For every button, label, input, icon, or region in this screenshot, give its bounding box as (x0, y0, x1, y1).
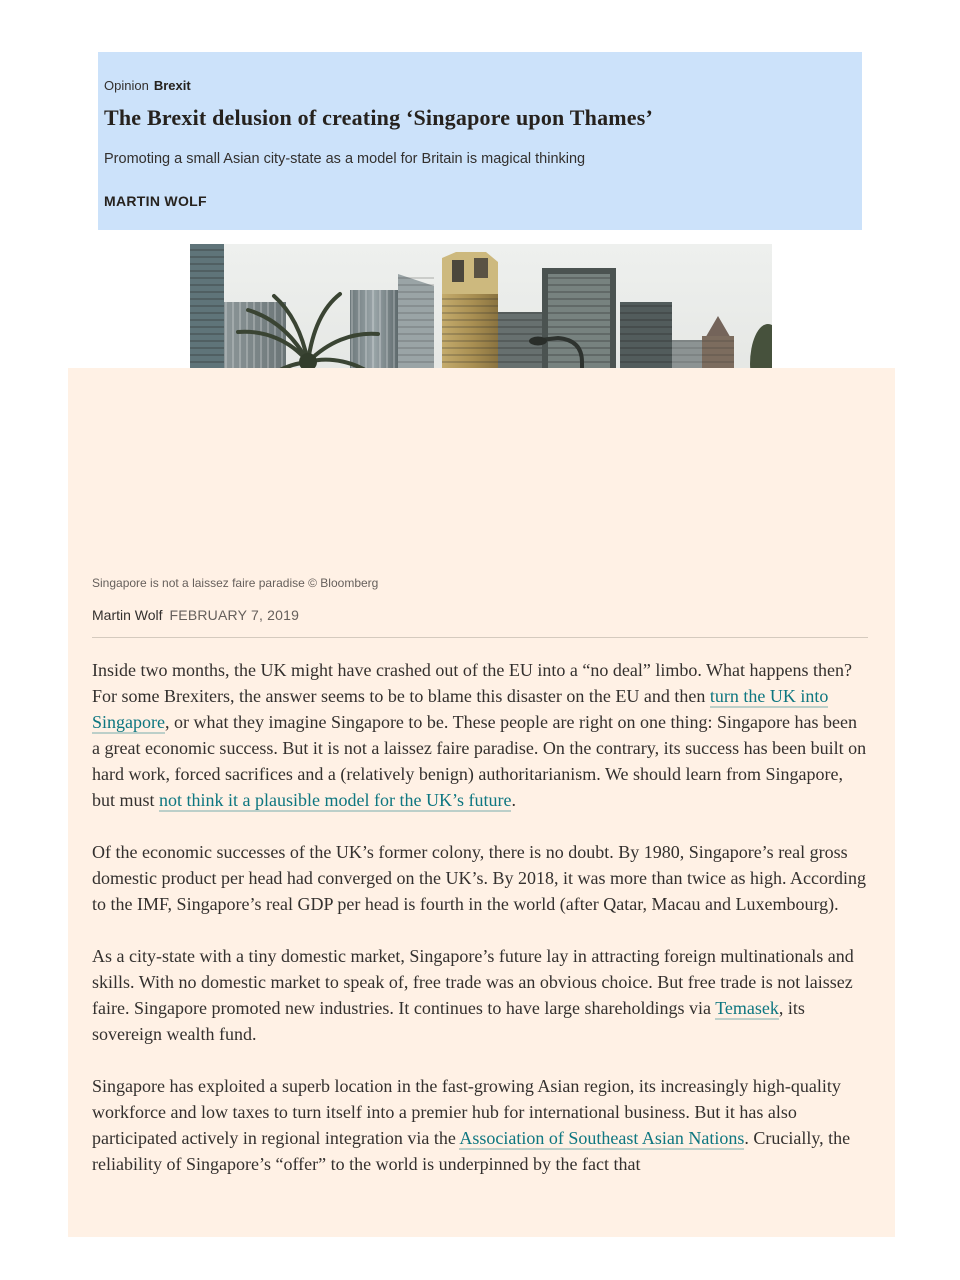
article-link[interactable]: Temasek (715, 998, 779, 1018)
article-sheet (68, 368, 895, 1237)
article-link[interactable]: turn the UK into Singapore (92, 686, 829, 732)
article-paragraph: As a city-state with a tiny domestic market, Singapore’s future lay in attracting foreign multinationals and skills. With no domestic market to speak of, free trade was an obvious choice. But free trade is not laissez faire. Singapore promoted new industries. It continues to have large shareholdings via Temasek, its sovereign wealth fund. (92, 946, 854, 1044)
article-body (92, 657, 868, 1177)
article-paragraph: Of the economic successes of the UK’s former colony, there is no doubt. By 1980, Singapore’s real gross domestic product per head had converged on the UK’s. By 2018, it was more than twice as high. According to the IMF, Singapore’s real GDP per head is fourth in the world (after Qatar, Macau and Luxembourg). (92, 842, 866, 914)
article-title: The Brexit delusion of creating ‘Singapore upon Thames’ (104, 105, 654, 130)
byline-divider (92, 637, 868, 638)
author-tag-link[interactable]: MARTIN WOLF (104, 193, 207, 209)
article-subtitle: Promoting a small Asian city-state as a model for Britain is magical thinking (104, 151, 586, 167)
kicker-topic-link[interactable]: Brexit (153, 78, 191, 93)
opinion-header (98, 52, 862, 230)
article-link[interactable]: not think it a plausible model for the UK’s future (159, 790, 512, 810)
kicker-section-link[interactable]: Opinion (104, 78, 149, 93)
kicker (104, 78, 822, 94)
article-paragraph: Inside two months, the UK might have crashed out of the EU into a “no deal” limbo. What happens then? For some Brexiters, the answer seems to be to blame this disaster on the EU and then turn the UK into Singapore, or what they imagine Singapore to be. These people are right on one thing: Singapore has been a great economic success. But it is not a laissez faire paradise. On the contrary, its success has been built on hard work, forced sacrifices and a (relatively benign) authoritarianism. We should learn from Singapore, but must not think it a plausible model for the UK’s future. (92, 660, 867, 810)
byline (92, 607, 868, 624)
byline-date: FEBRUARY 7, 2019 (169, 607, 300, 623)
article-link[interactable]: Association of Southeast Asian Nations (459, 1128, 745, 1148)
byline-author-link[interactable]: Martin Wolf (92, 607, 163, 623)
article-paragraph: Singapore has exploited a superb location in the fast-growing Asian region, its increasingly high-quality workforce and low taxes to turn itself into a premier hub for international business. But it has also participated actively in regional integration via the Association of Southeast Asian Nations. Crucially, the reliability of Singapore’s “offer” to the world is underpinned by the fact that (92, 1076, 851, 1174)
image-caption: Singapore is not a laissez faire paradise © Bloomberg (92, 576, 379, 590)
